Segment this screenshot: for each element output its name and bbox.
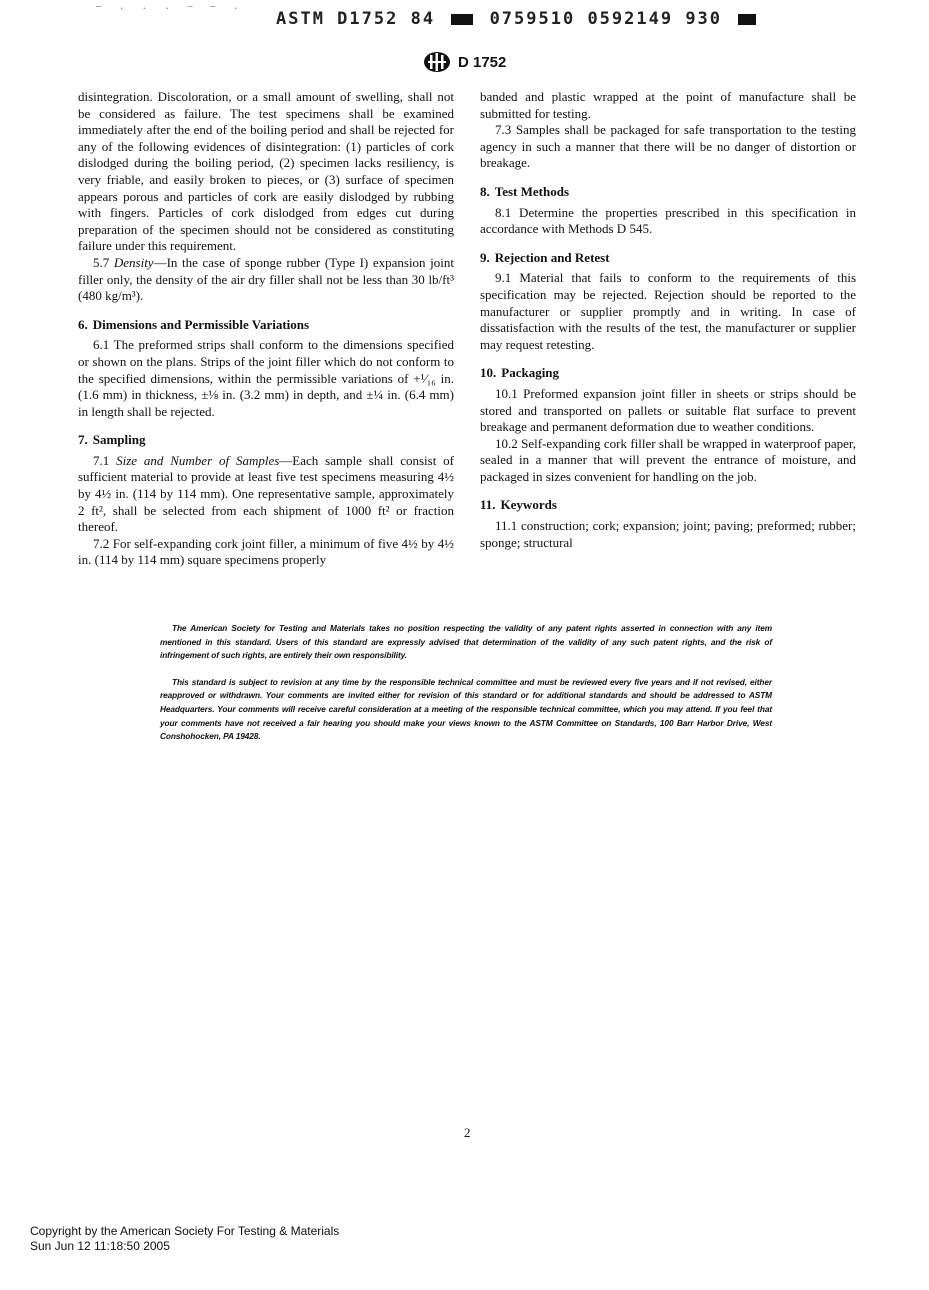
section-title: Rejection and Retest xyxy=(494,249,610,265)
astm-logo-icon xyxy=(422,51,452,73)
section-heading-11 xyxy=(480,497,856,514)
page-number: 2 xyxy=(464,1125,471,1140)
revision-notice: This standard is subject to revision at any time by the responsible technical committee and must be reviewed every five years and if not revised, either reapproved or withdrawn. Your comments are invited either for revision of this standard or for additional standards and should be addressed to ASTM Headquarters. Your comments will receive careful consideration at a meeting of the responsible technical committee, which you may attend. If you feel that your comments have not received a fair hearing you should make your views known to the ASTM Committee on Standards, 100 Barr Harbor Drive, West Conshohocken, PA 19428. xyxy=(160,676,772,742)
barcode-block xyxy=(451,14,473,25)
paragraph-6-1: 6.1 The preformed strips shall conform to the dimensions specified or shown on the plans. Strips of the joint filler which do not conform to the specified dimensions, within the permissible variations of +¹⁄₁₆ in. (1.6 mm) in thickness, ±⅛ in. (3.2 mm) in depth, and ±¼ in. (6.4 mm) in length shall be rejected. xyxy=(78,337,454,419)
astm-notices xyxy=(160,622,772,757)
clause-title: Density xyxy=(113,254,154,270)
paragraph-7-2: 7.2 For self-expanding cork joint filler, a minimum of five 4½ by 4½ in. (114 by 114 mm) square specimens properly xyxy=(78,535,454,568)
section-number: 6. xyxy=(78,316,88,332)
paragraph-5-7 xyxy=(78,255,454,305)
paragraph-10-1: 10.1 Preformed expansion joint filler in sheets or strips should be stored and transported on pallets or suitable flat surface to prevent breakage and permanent deformation due to weather conditions. xyxy=(480,385,856,435)
section-number: 7. xyxy=(78,432,88,448)
right-column xyxy=(480,89,856,551)
copyright-line: Copyright by the American Society For Testing & Materials xyxy=(30,1224,340,1238)
left-column xyxy=(78,89,454,569)
section-number: 10. xyxy=(480,365,497,381)
paragraph-7-2-continued: banded and plastic wrapped at the point of manufacture shall be submitted for testing. xyxy=(480,89,856,121)
section-heading-6 xyxy=(78,317,454,334)
section-title: Sampling xyxy=(92,432,146,448)
section-heading-7 xyxy=(78,432,454,449)
clause-title: Size and Number of Samples xyxy=(116,452,280,468)
paragraph-disintegration: disintegration. Discoloration, or a small amount of swelling, shall not be considered as failure. The test specimens shall be examined immediately after the end of the boiling period and shall be rejected for any of the following evidences of disintegration: (1) particles of cork dislodged during the boiling period, (2) specimen lacks resiliency, is very friable, and easily broken to pieces, or (3) surface of specimen appears porous and particles of cork are easily dislodged by rubbing with fingers. Particles of cork dislodged from edges cut during preparation of the specimen should not be considered as constituting failure under this requirement. xyxy=(78,89,454,254)
barcode-block xyxy=(738,14,756,25)
paragraph-7-1 xyxy=(78,453,454,536)
designation-number: D 1752 xyxy=(458,53,507,71)
document-code-part2: 0759510 0592149 930 xyxy=(489,9,723,29)
clause-text: —Each sample shall consist of sufficient material to provide at least five test specimens measuring 4½ by 4½ in. (114 by 114 mm). One representative sample, approximately 2 ft², shall be selected from each shipment of 1000 ft² or fraction thereof. xyxy=(78,452,454,535)
paragraph-10-2: 10.2 Self-expanding cork filler shall be wrapped in waterproof paper, sealed in a manner that will prevent the entrance of moisture, and packaged in sizes convenient for handling on the job. xyxy=(480,435,856,484)
timestamp-line: Sun Jun 12 11:18:50 2005 xyxy=(30,1239,170,1253)
copyright-footer xyxy=(30,1224,339,1254)
section-number: 9. xyxy=(480,249,490,265)
paragraph-9-1: 9.1 Material that fails to conform to the requirements of this specification may be rejected. Rejection should be reported to the manufacturer or supplier promptly and in writing. In case of dissatisfaction with the results of the test, the manufacturer or supplier may request retesting. xyxy=(480,270,856,352)
section-heading-8 xyxy=(480,184,856,201)
section-number: 11. xyxy=(480,497,496,513)
section-heading-9 xyxy=(480,250,856,267)
clause-number: 7.1 xyxy=(93,452,110,468)
document-code-header xyxy=(276,9,760,29)
paragraph-8-1: 8.1 Determine the properties prescribed in this specification in accordance with Methods D 545. xyxy=(480,204,856,237)
section-title: Dimensions and Permissible Variations xyxy=(92,316,310,332)
clause-number: 5.7 xyxy=(93,254,110,270)
scan-top-marks: — . . . — — . xyxy=(96,2,245,12)
clause-text: —In the case of sponge rubber (Type I) expansion joint filler only, the density of the air dry filler shall not be less than 30 lb/ft³ (480 kg/m³). xyxy=(78,254,454,304)
section-title: Packaging xyxy=(501,365,560,381)
section-title: Test Methods xyxy=(494,183,570,199)
standard-designation xyxy=(422,51,506,73)
document-code-part1: ASTM D1752 84 xyxy=(276,9,436,29)
section-heading-10 xyxy=(480,365,856,382)
section-title: Keywords xyxy=(500,497,557,513)
paragraph-7-3: 7.3 Samples shall be packaged for safe transportation to the testing agency in such a manner that there will be no danger of distortion or breakage. xyxy=(480,122,856,171)
section-number: 8. xyxy=(480,183,490,199)
patent-notice: The American Society for Testing and Materials takes no position respecting the validity of any patent rights asserted in connection with any item mentioned in this standard. Users of this standard are expressly advised that determination of the validity of any such patent rights, and the risk of infringement of such rights, are entirely their own responsibility. xyxy=(160,623,772,661)
paragraph-11-1: 11.1 construction; cork; expansion; joint; paving; preformed; rubber; sponge; structural xyxy=(480,518,856,550)
